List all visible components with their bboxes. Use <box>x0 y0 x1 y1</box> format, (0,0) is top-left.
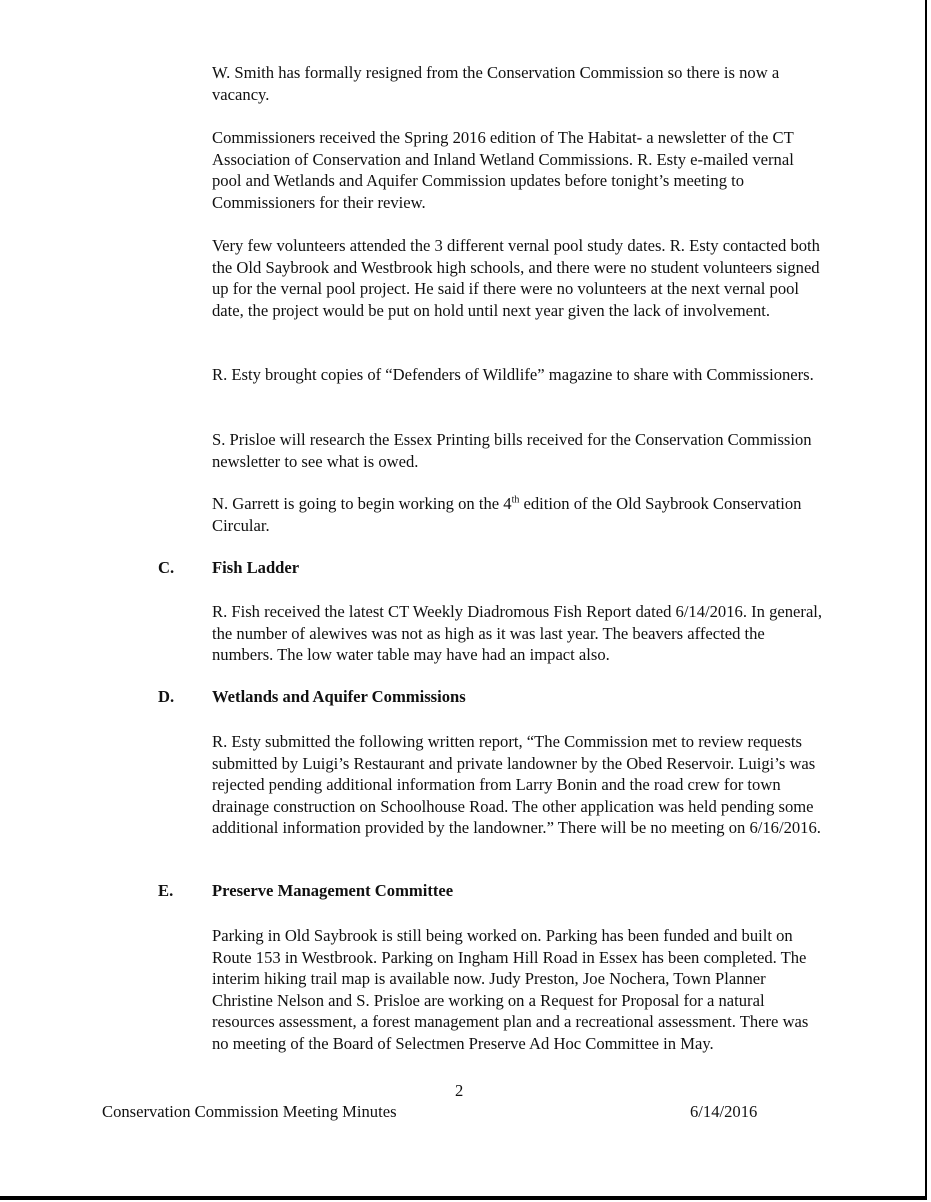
footer-date: 6/14/2016 <box>690 1102 758 1121</box>
paragraph-smith-resignation: W. Smith has formally resigned from the Conservation Commission so there is now a vacancy. <box>212 63 780 104</box>
section-d-body: R. Esty submitted the following written report, “The Commission met to review requests submitted by Luigi’s Restaurant and private landowner by the Obed Reservoir. Luigi’s was rejected pending additional information from Larry Bonin and the road crew for town drainage construction on Schoolhouse Road. The other application was held pending some additional information provided by the landowner.” There will be no meeting on 6/16/2016. <box>212 732 821 838</box>
section-d-letter: D. <box>158 687 175 706</box>
paragraph-habitat-newsletter: Commissioners received the Spring 2016 edition of The Habitat- a newsletter of the CT Association of Conservation and Inland Wetland Commissions. R. Esty e-mailed vernal pool and Wetlands and Aquifer Commission updates before tonight’s meeting to Commissioners for their review. <box>212 128 794 212</box>
circular-text-after: edition of the Old Saybrook Conservation Circular. <box>212 494 802 535</box>
footer-document-title: Conservation Commission Meeting Minutes <box>102 1102 397 1121</box>
section-d-heading: Wetlands and Aquifer Commissions <box>212 687 466 706</box>
section-e-letter: E. <box>158 881 174 900</box>
paragraph-conservation-circular <box>212 493 824 536</box>
section-e-body: Parking in Old Saybrook is still being worked on. Parking has been funded and built on Route 153 in Westbrook. Parking on Ingham Hill Road in Essex has been completed. The interim hiking trail map is available now. Judy Preston, Joe Nochera, Town Planner Christine Nelson and S. Prisloe are working on a Request for Proposal for a natural resources assessment, a forest management plan and a recreational assessment. There was no meeting of the Board of Selectmen Preserve Ad Hoc Committee in May. <box>212 926 809 1053</box>
page-number: 2 <box>455 1081 464 1100</box>
ordinal-suffix: th <box>511 494 520 506</box>
section-c-heading: Fish Ladder <box>212 558 300 577</box>
paragraph-defenders-of-wildlife: R. Esty brought copies of “Defenders of Wildlife” magazine to share with Commissioners. <box>212 365 814 384</box>
section-c-body: R. Fish received the latest CT Weekly Diadromous Fish Report dated 6/14/2016. In general, the number of alewives was not as high as it was last year. The beavers affected the numbers. The low water table may have had an impact also. <box>212 602 823 665</box>
section-e-heading: Preserve Management Committee <box>212 881 454 900</box>
paragraph-essex-printing: S. Prisloe will research the Essex Printing bills received for the Conservation Commission newsletter to see what is owed. <box>212 430 812 471</box>
circular-text-before: N. Garrett is going to begin working on the 4 <box>212 494 512 513</box>
paragraph-vernal-pool-volunteers: Very few volunteers attended the 3 different vernal pool study dates. R. Esty contacted both the Old Saybrook and Westbrook high schools, and there were no student volunteers signed up for the vernal pool project. He said if there were no volunteers at the next vernal pool date, the project would be put on hold until next year given the lack of involvement. <box>212 236 820 320</box>
section-c-letter: C. <box>158 558 175 577</box>
